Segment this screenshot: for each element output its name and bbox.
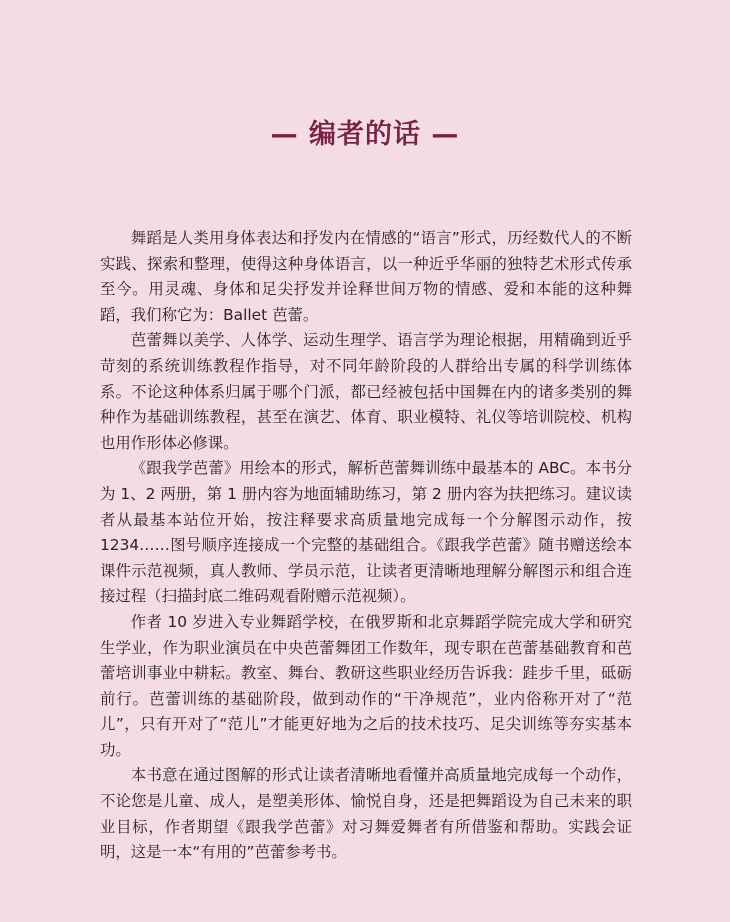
paragraph-5: 本书意在通过图解的形式让读者清晰地看懂并高质量地完成每一个动作，不论您是儿童、成人，是塑美形体、愉悦自身，还是把舞蹈设为自己未来的职业目标，作者期望《跟我学芭蕾》对习舞爱舞者有所借鉴和帮助。实践会证明，这是一本“有用的”芭蕾参考书。 — [100, 766, 632, 862]
paragraph-3: 《跟我学芭蕾》用绘本的形式，解析芭蕾舞训练中最基本的 ABC。本书分为 1、2 两册，第 1 册内容为地面辅助练习，第 2 册内容为扶把练习。建议读者从最基本站位开始，按注释要求高质量地完成每一个分解图示动作，按 1234……图号顺序连接成一个完整的基础组合。《跟我学芭蕾》随书赠送绘本课件示范视频，真人教师、学员示范，让读者更清晰地理解分解图示和组合连接过程（扫描封底二维码观看附赠示范视频）。 — [100, 459, 632, 606]
paragraph-1: 舞蹈是人类用身体表达和抒发内在情感的“语言”形式，历经数代人的不断实践、探索和整理，使得这种身体语言，以一种近乎华丽的独特艺术形式传承至今。用灵魂、身体和足尖抒发并诠释世间万物的情感、爱和本能的这种舞蹈，我们称它为：Ballet 芭蕾。 — [100, 229, 632, 324]
paragraph-2: 芭蕾舞以美学、人体学、运动生理学、语言学为理论根据，用精确到近乎苛刻的系统训练教程作指导，对不同年龄阶段的人群给出专属的科学训练体系。不论这种体系归属于哪个门派，都已经被包括中国舞在内的诸多类别的舞种作为基础训练教程，甚至在演艺、体育、职业模特、礼仪等培训院校、机构也用作形体必修课。 — [100, 331, 632, 452]
preface-body — [100, 226, 632, 866]
paragraph-4: 作者 10 岁进入专业舞蹈学校，在俄罗斯和北京舞蹈学院完成大学和研究生学业，作为职业演员在中央芭蕾舞团工作数年，现专职在芭蕾基础教育和芭蕾培训事业中耕耘。教室、舞台、教研这些职业经历告诉我：跬步千里，砥砺前行。芭蕾训练的基础阶段，做到动作的“干净规范”，业内俗称开对了“范儿”，只有开对了“范儿”才能更好地为之后的技术技巧、足尖训练等夯实基本功。 — [100, 612, 632, 759]
page-title: — 编者的话 — — [270, 119, 460, 150]
